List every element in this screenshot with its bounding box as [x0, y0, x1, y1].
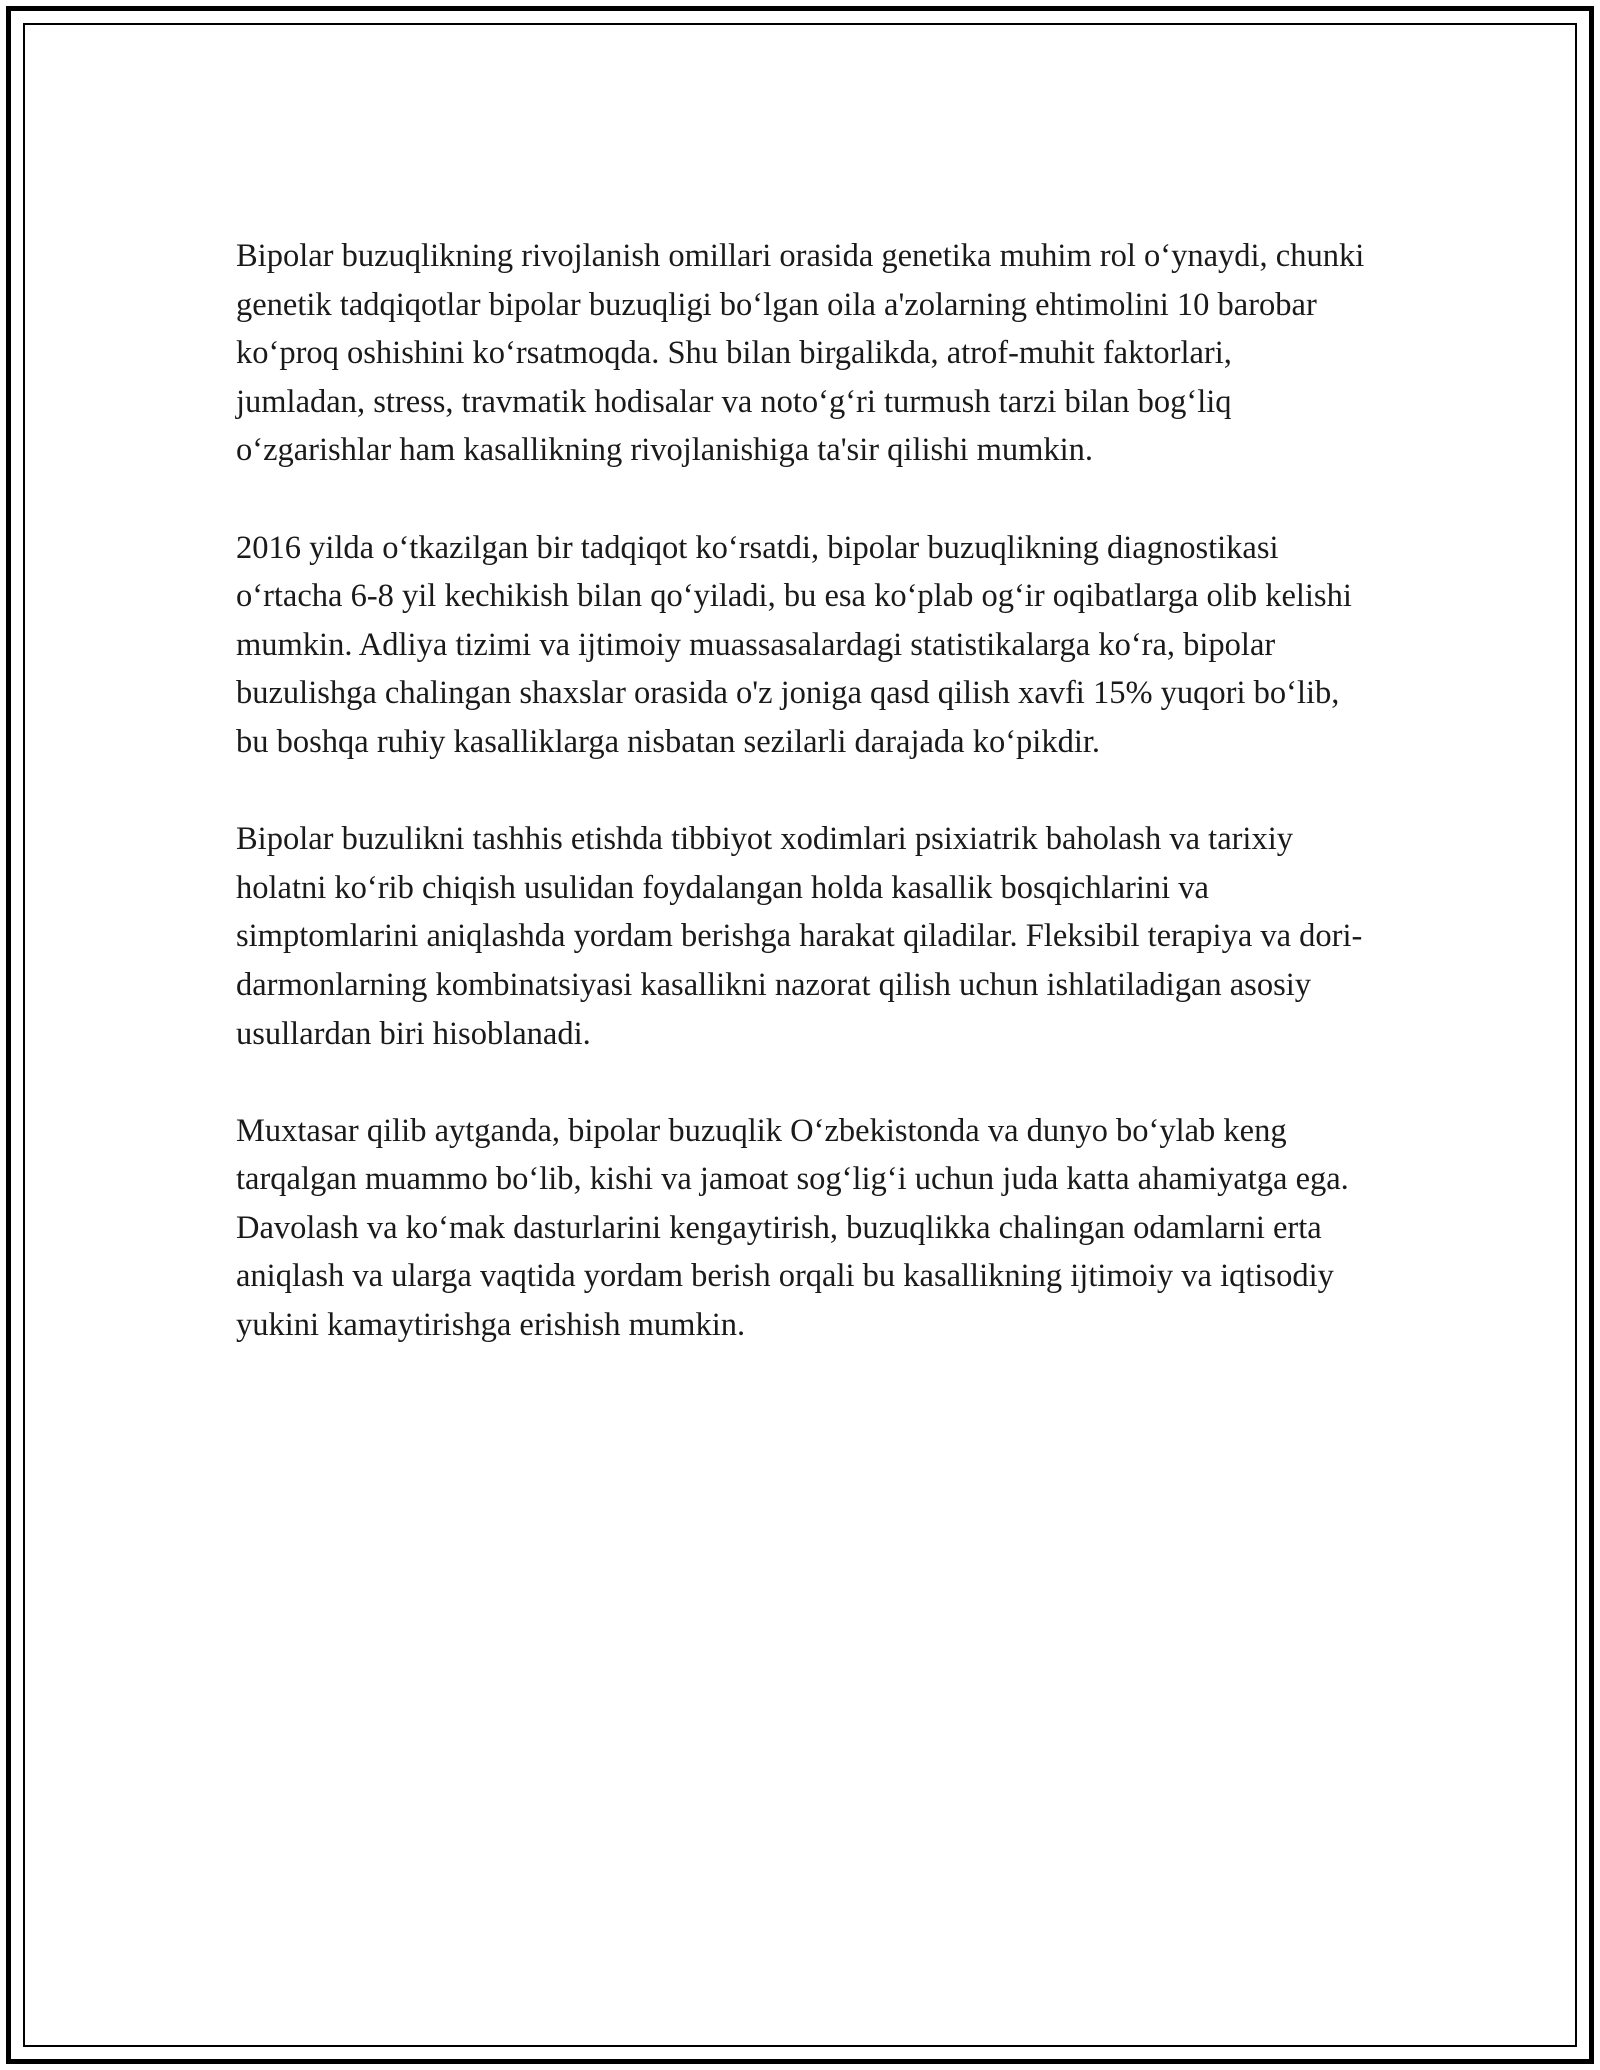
paragraph-treatment: Bipolar buzulikni tashhis etishda tibbiyot xodimlari psixiatrik baholash va tarixiy holatni ko‘rib chiqish usulidan foydalangan holda kasallik bosqichlarini va simptomlarini aniqlashda yordam berishga harakat qiladilar. Fleksibil terapiya va dori-darmonlarning kombinatsiyasi kasallikni nazorat qilish uchun ishlatiladigan asosiy usullardan biri hisoblanadi. — [236, 821, 1363, 1052]
paragraph-genetics: Bipolar buzuqlikning rivojlanish omillari orasida genetika muhim rol o‘ynaydi, chunki genetik tadqiqotlar bipolar buzuqligi bo‘lgan oila a'zolarning ehtimolini 10 barobar ko‘proq oshishini ko‘rsatmoqda. Shu bilan birgalikda, atrof-muhit faktorlari, jumladan, stress, travmatik hodisalar va noto‘g‘ri turmush tarzi bilan bog‘liq o‘zgarishlar ham kasallikning rivojlanishiga ta'sir qilishi mumkin. — [236, 238, 1365, 469]
document-body — [236, 232, 1366, 1398]
paragraph-diagnosis-delay: 2016 yilda o‘tkazilgan bir tadqiqot ko‘rsatdi, bipolar buzuqlikning diagnostikasi o‘rtacha 6-8 yil kechikish bilan qo‘yiladi, bu esa ko‘plab og‘ir oqibatlarga olib kelishi mumkin. Adliya tizimi va ijtimoiy muassasalardagi statistikalarga ko‘ra, bipolar buzulishga chalingan shaxslar orasida o'z joniga qasd qilish xavfi 15% yuqori bo‘lib, bu boshqa ruhiy kasalliklarga nisbatan sezilarli darajada ko‘pikdir. — [236, 529, 1352, 760]
paragraph-conclusion: Muxtasar qilib aytganda, bipolar buzuqlik O‘zbekistonda va dunyo bo‘ylab keng tarqalgan muammo bo‘lib, kishi va jamoat sog‘lig‘i uchun juda katta ahamiyatga ega. Davolash va ko‘mak dasturlarini kengaytirish, buzuqlikka chalingan odamlarni erta aniqlash va ularga vaqtida yordam berish orqali bu kasallikning ijtimoiy va iqtisodiy yukini kamaytirishga erishish mumkin. — [236, 1112, 1349, 1344]
